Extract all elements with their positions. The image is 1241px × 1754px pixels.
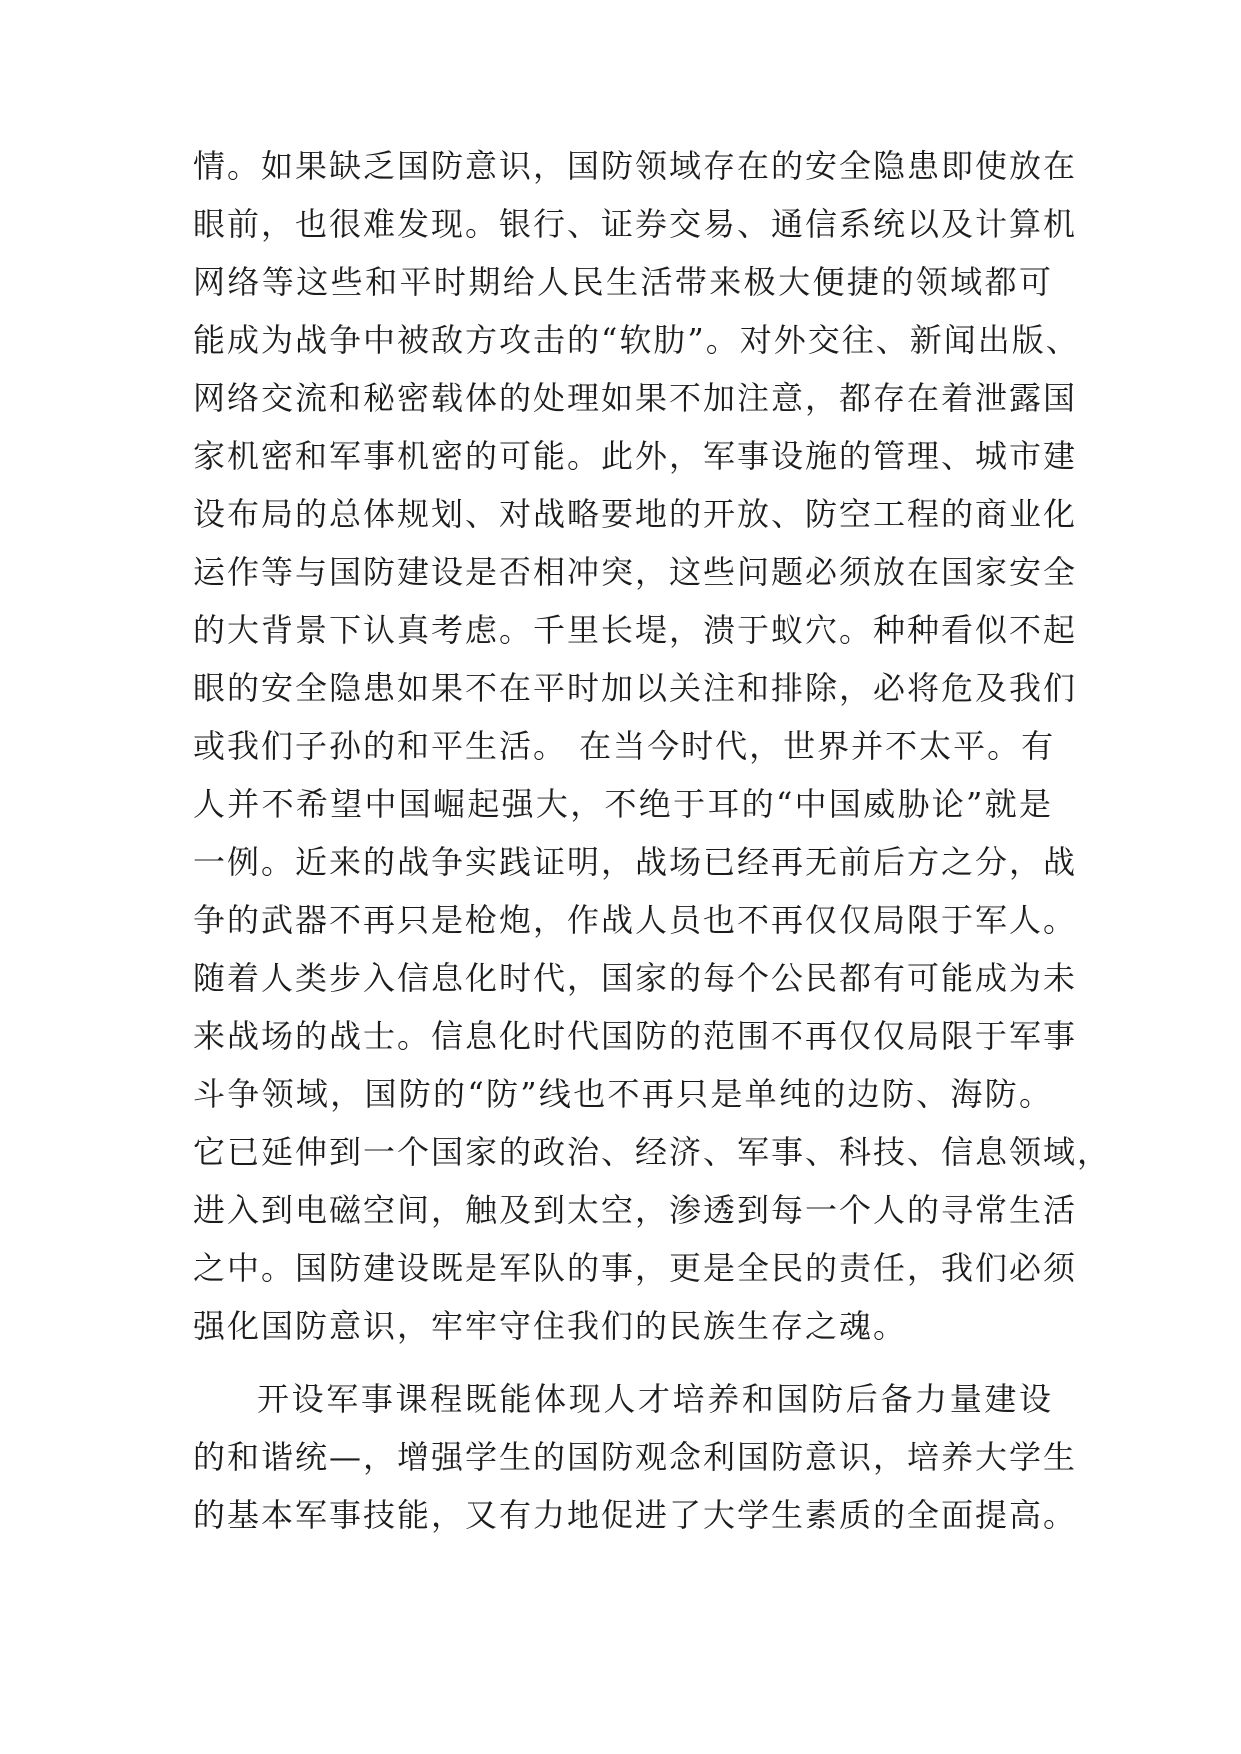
paragraph-1-line-13: 一例。近来的战争实践证明，战场已经再无前后方之分，战 bbox=[193, 843, 1078, 881]
paragraph-1-line-2: 眼前，也很难发现。银行、证券交易、通信系统以及计算机 bbox=[193, 205, 1078, 243]
paragraph-1-line-17: 斗争领域，国防的“防”线也不再只是单纯的边防、海防。 bbox=[193, 1075, 1053, 1113]
paragraph-1-line-12: 人并不希望中国崛起强大，不绝于耳的“中国威胁论”就是 bbox=[193, 785, 1053, 823]
paragraph-1-line-14: 争的武器不再只是枪炮，作战人员也不再仅仅局限于军人。 bbox=[193, 901, 1078, 939]
paragraph-1-line-8: 运作等与国防建设是否相冲突，这些问题必须放在国家安全 bbox=[193, 553, 1078, 591]
paragraph-1-line-1: 情。如果缺乏国防意识，国防领域存在的安全隐患即使放在 bbox=[193, 147, 1078, 185]
paragraph-1-line-16: 来战场的战士。信息化时代国防的范围不再仅仅局限于军事 bbox=[193, 1017, 1078, 1055]
paragraph-1-line-10: 眼的安全隐患如果不在平时加以关注和排除，必将危及我们 bbox=[193, 669, 1078, 707]
paragraph-1-line-21: 强化国防意识，牢牢守住我们的民族生存之魂。 bbox=[193, 1307, 908, 1345]
paragraph-1-line-19: 进入到电磁空间，触及到太空，渗透到每一个人的寻常生活 bbox=[193, 1191, 1078, 1229]
paragraph-1-line-18: 它已延伸到一个国家的政治、经济、军事、科技、信息领域， bbox=[193, 1133, 1112, 1171]
paragraph-1-line-5: 网络交流和秘密载体的处理如果不加注意，都存在着泄露国 bbox=[193, 379, 1078, 417]
paragraph-1-line-9: 的大背景下认真考虑。千里长堤，溃于蚁穴。种种看似不起 bbox=[193, 611, 1078, 649]
paragraph-2-line-2: 的和谐统—，增强学生的国防观念利国防意识，培养大学生 bbox=[193, 1438, 1078, 1476]
paragraph-1-line-7: 设布局的总体规划、对战略要地的开放、防空工程的商业化 bbox=[193, 495, 1078, 533]
paragraph-1-line-3: 网络等这些和平时期给人民生活带来极大便捷的领域都可 bbox=[193, 263, 1053, 301]
paragraph-1-line-15: 随着人类步入信息化时代，国家的每个公民都有可能成为未 bbox=[193, 959, 1078, 997]
paragraph-1-line-20: 之中。国防建设既是军队的事，更是全民的责任，我们必须 bbox=[193, 1249, 1078, 1287]
paragraph-1 bbox=[193, 137, 1112, 1355]
paragraph-2-line-3: 的基本军事技能，又有力地促进了大学生素质的全面提高。 bbox=[193, 1496, 1078, 1534]
paragraph-2 bbox=[193, 1370, 1078, 1544]
paragraph-1-line-6: 家机密和军事机密的可能。此外，军事设施的管理、城市建 bbox=[193, 437, 1078, 475]
paragraph-1-line-4: 能成为战争中被敌方攻击的“软肋”。对外交往、新闻出版、 bbox=[193, 321, 1080, 359]
paragraph-2-line-1: 开设军事课程既能体现人才培养和国防后备力量建设 bbox=[257, 1380, 1053, 1418]
paragraph-1-line-11: 或我们子孙的和平生活。 在当今时代，世界并不太平。有 bbox=[193, 727, 1056, 765]
